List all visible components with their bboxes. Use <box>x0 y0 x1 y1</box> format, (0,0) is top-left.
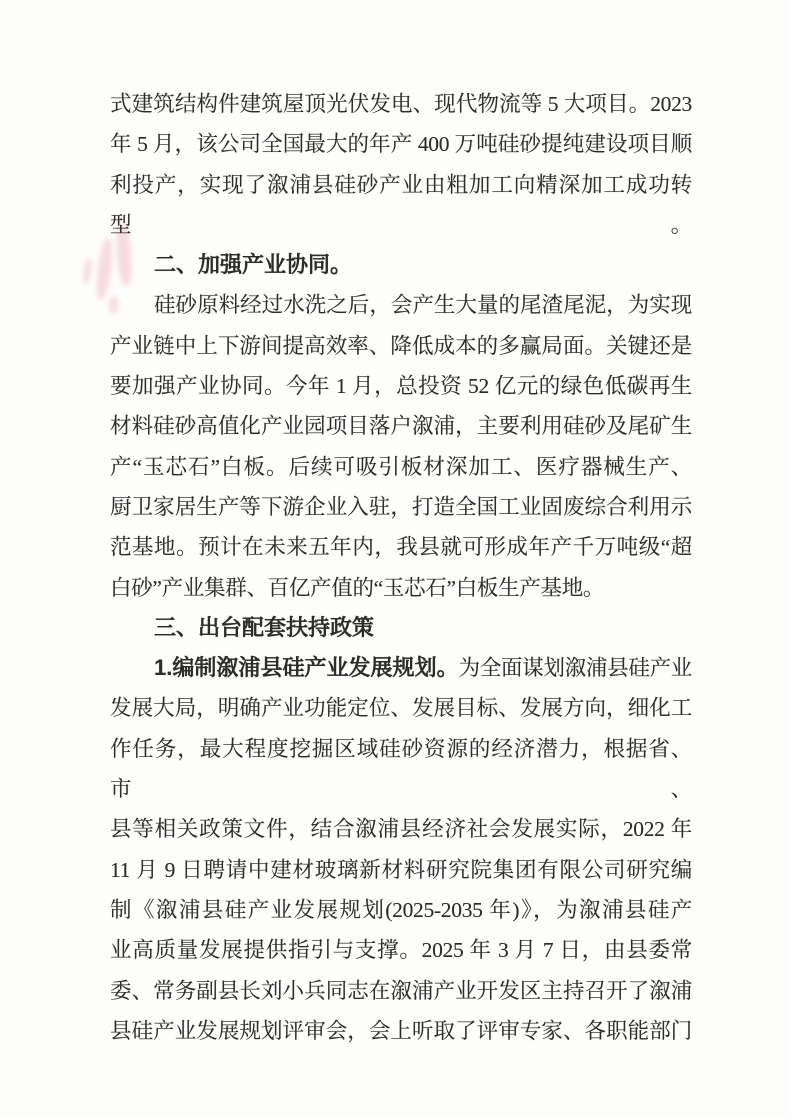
body-text-segment: 要加强产业协同。今年 1 月，总投资 52 亿元的绿色低碳再生 <box>110 374 692 399</box>
text-line <box>110 165 692 246</box>
body-text-segment: 范基地。预计在未来五年内，我县就可形成年产千万吨级“超 <box>110 535 692 560</box>
text-line <box>110 850 692 890</box>
text-line <box>110 648 692 688</box>
text-line <box>110 406 692 446</box>
body-text-segment: 年 5 月，该公司全国最大的年产 400 万吨硅砂提纯建设项目顺 <box>110 132 692 157</box>
body-text-segment: 白砂”产业集群、百亿产值的“玉芯石”白板生产基地。 <box>110 575 605 600</box>
text-line <box>110 809 692 849</box>
text-line <box>110 729 692 810</box>
text-line <box>110 124 692 164</box>
body-text-segment: 利投产，实现了溆浦县硅砂产业由粗加工向精深加工成功转型。 <box>110 172 692 237</box>
body-text-segment: 县硅产业发展规划评审会，会上听取了评审专家、各职能部门 <box>110 1018 692 1043</box>
body-text-segment: 为全面谋划溆浦县硅产业 <box>458 656 692 681</box>
text-line <box>110 1011 692 1051</box>
text-line <box>110 971 692 1011</box>
text-line <box>110 326 692 366</box>
body-text-segment: 硅砂原料经过水洗之后，会产生大量的尾渣尾泥，为实现 <box>154 293 692 318</box>
text-line <box>110 84 692 124</box>
body-text-segment: 委、常务副县长刘小兵同志在溆浦产业开发区主持召开了溆浦 <box>110 978 692 1003</box>
body-text-segment: 产业链中上下游间提高效率、降低成本的多赢局面。关键还是 <box>110 333 692 358</box>
text-line <box>110 245 692 285</box>
heading-text-segment: 1.编制溆浦县硅产业发展规划。 <box>154 655 459 681</box>
text-line <box>110 608 692 648</box>
body-text-segment: 发展大局，明确产业功能定位、发展目标、发展方向，细化工 <box>110 696 692 721</box>
body-text-segment: 材料硅砂高值化产业园项目落户溆浦，主要利用硅砂及尾矿生 <box>110 414 692 439</box>
body-text-segment: 作任务，最大程度挖掘区域硅砂资源的经济潜力，根据省、市、 <box>110 736 692 802</box>
text-line <box>110 527 692 567</box>
text-line <box>110 930 692 970</box>
text-line <box>110 447 692 487</box>
body-text-segment: 县等相关政策文件，结合溆浦县经济社会发展实际，2022 年 <box>110 817 692 842</box>
ink-bleed-mark <box>82 258 93 285</box>
body-text-segment: 厨卫家居生产等下游企业入驻，打造全国工业固废综合利用示 <box>110 494 692 519</box>
text-line <box>110 890 692 930</box>
text-line <box>110 366 692 406</box>
document-text-block <box>110 84 692 1051</box>
text-line <box>110 688 692 728</box>
body-text-segment: 业高质量发展提供指引与支撑。2025 年 3 月 7 日，由县委常 <box>110 938 692 963</box>
body-text-segment: 式建筑结构件建筑屋顶光伏发电、现代物流等 5 大项目。2023 <box>110 92 692 116</box>
body-text-segment: 制《溆浦县硅产业发展规划(2025-2035 年)》，为溆浦县硅产 <box>110 897 692 922</box>
text-line <box>110 285 692 325</box>
text-line <box>110 487 692 527</box>
heading-text-segment: 三、出台配套扶持政策 <box>154 614 375 640</box>
heading-text-segment: 二、加强产业协同。 <box>154 252 353 278</box>
text-line <box>110 568 692 608</box>
body-text-segment: 11 月 9 日聘请中建材玻璃新材料研究院集团有限公司研究编 <box>110 857 692 882</box>
body-text-segment: 产“玉芯石”白板。后续可吸引板材深加工、医疗器械生产、 <box>110 454 692 479</box>
